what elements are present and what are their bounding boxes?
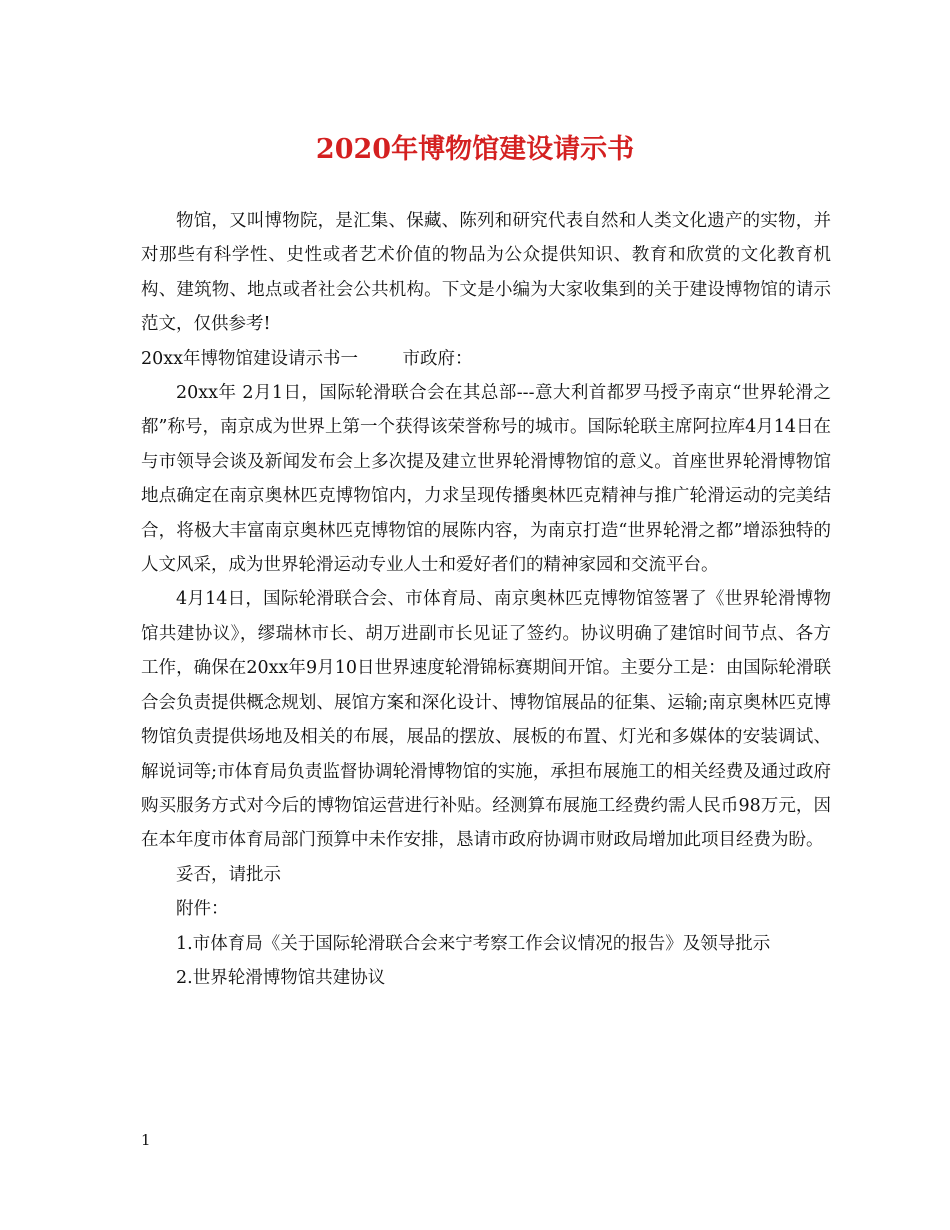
page-number: 1 [141,1131,151,1149]
body-paragraph-2: 4月14日，国际轮滑联合会、市体育局、南京奥林匹克博物馆签署了《世界轮滑博物馆共建协议》，缪瑞林市长、胡万进副市长见证了签约。协议明确了建馆时间节点、各方工作，确保在20xx年9月10日世界速度轮滑锦标赛期间开馆。主要分工是：由国际轮滑联合会负责提供概念规划、展馆方案和深化设计、博物馆展品的征集、运输;南京奥林匹克博物馆负责提供场地及相关的布展，展品的摆放、展板的布置、灯光和多媒体的安装调试、解说词等;市体育局负责监督协调轮滑博物馆的实施，承担布展施工的相关经费及通过政府购买服务方式对今后的博物馆运营进行补贴。经测算布展施工经费约需人民币98万元，因在本年度市体育局部门预算中未作安排，恳请市政府协调市财政局增加此项目经费为盼。 [141,589,831,851]
attachments-label: 附件： [176,899,229,920]
attachment-item-2: 2.世界轮滑博物馆共建协议 [176,967,386,988]
document-body [141,204,831,995]
closing-line: 妥否，请批示 [176,864,281,885]
document-title: 2020年博物馆建设请示书 [315,134,635,165]
intro-paragraph: 物馆，又叫博物院，是汇集、保藏、陈列和研究代表自然和人类文化遗产的实物，并对那些有科学性、史性或者艺术价值的物品为公众提供知识、教育和欣赏的文化教育机构、建筑物、地点或者社会公共机构。下文是小编为大家收集到的关于建设博物馆的请示范文，仅供参考! [141,211,831,335]
body-paragraph-1: 20xx年 2月1日，国际轮滑联合会在其总部---意大利首都罗马授予南京“世界轮滑之都”称号，南京成为世界上第一个获得该荣誉称号的城市。国际轮联主席阿拉库4月14日在与市领导会谈及新闻发布会上多次提及建立世界轮滑博物馆的意义。首座世界轮滑博物馆地点确定在南京奥林匹克博物馆内，力求呈现传播奥林匹克精神与推广轮滑运动的完美结合，将极大丰富南京奥林匹克博物馆的展陈内容，为南京打造“世界轮滑之都”增添独特的人文风采，成为世界轮滑运动专业人士和爱好者们的精神家园和交流平台。 [141,383,831,576]
letter-heading: 20xx年博物馆建设请示书一 市政府： [141,348,473,369]
attachment-item-1: 1.市体育局《关于国际轮滑联合会来宁考察工作会议情况的报告》及领导批示 [176,933,771,954]
